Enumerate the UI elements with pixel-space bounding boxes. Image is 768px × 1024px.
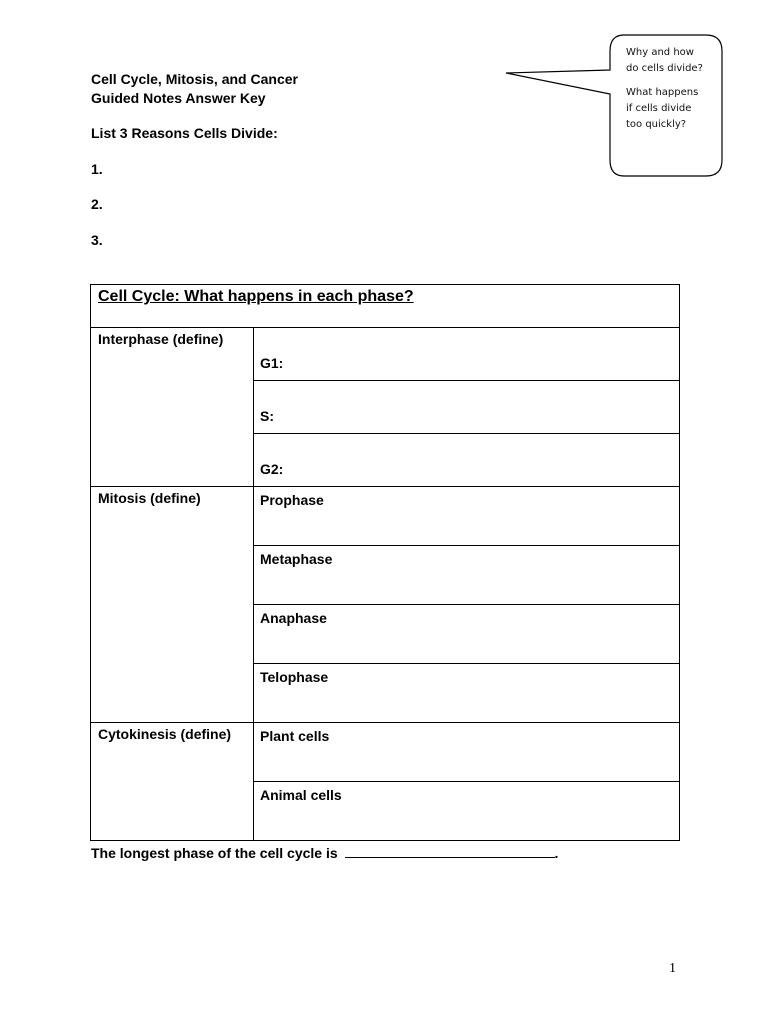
mitosis-label: Mitosis (define) (91, 487, 254, 723)
bubble-line: What happens (626, 87, 699, 98)
phase-g2: G2: (254, 434, 680, 487)
phase-prophase: Prophase (254, 487, 680, 546)
phase-telophase: Telophase (254, 664, 680, 723)
bubble-line: Why and how (626, 47, 694, 58)
longest-phase-period: . (554, 845, 559, 861)
document-header (91, 70, 298, 108)
document-title: Cell Cycle, Mitosis, and Cancer (91, 71, 298, 87)
longest-phase-text: The longest phase of the cell cycle is (91, 845, 338, 861)
phase-metaphase: Metaphase (254, 546, 680, 605)
table-title-cell (91, 285, 680, 328)
phase-animal-cells: Animal cells (254, 782, 680, 841)
reason-item-1: 1. (91, 161, 103, 177)
phase-g1: G1: (254, 328, 680, 381)
document-subtitle: Guided Notes Answer Key (91, 90, 266, 106)
reason-item-3: 3. (91, 232, 103, 248)
reasons-heading: List 3 Reasons Cells Divide: (91, 125, 278, 141)
table-title: Cell Cycle: What happens in each phase? (98, 288, 414, 305)
cytokinesis-label: Cytokinesis (define) (91, 723, 254, 841)
phase-anaphase: Anaphase (254, 605, 680, 664)
bubble-line: if cells divide (626, 103, 692, 114)
speech-bubble-text (626, 45, 722, 141)
phase-plant-cells: Plant cells (254, 723, 680, 782)
reason-item-2: 2. (91, 196, 103, 212)
page-number: 1 (669, 961, 676, 976)
interphase-label: Interphase (define) (91, 328, 254, 487)
bubble-line: do cells divide? (626, 63, 703, 74)
bubble-line: too quickly? (626, 119, 687, 130)
answer-blank[interactable] (345, 843, 555, 858)
longest-phase-question (91, 843, 558, 861)
phase-s: S: (254, 381, 680, 434)
cell-cycle-table (90, 284, 680, 841)
